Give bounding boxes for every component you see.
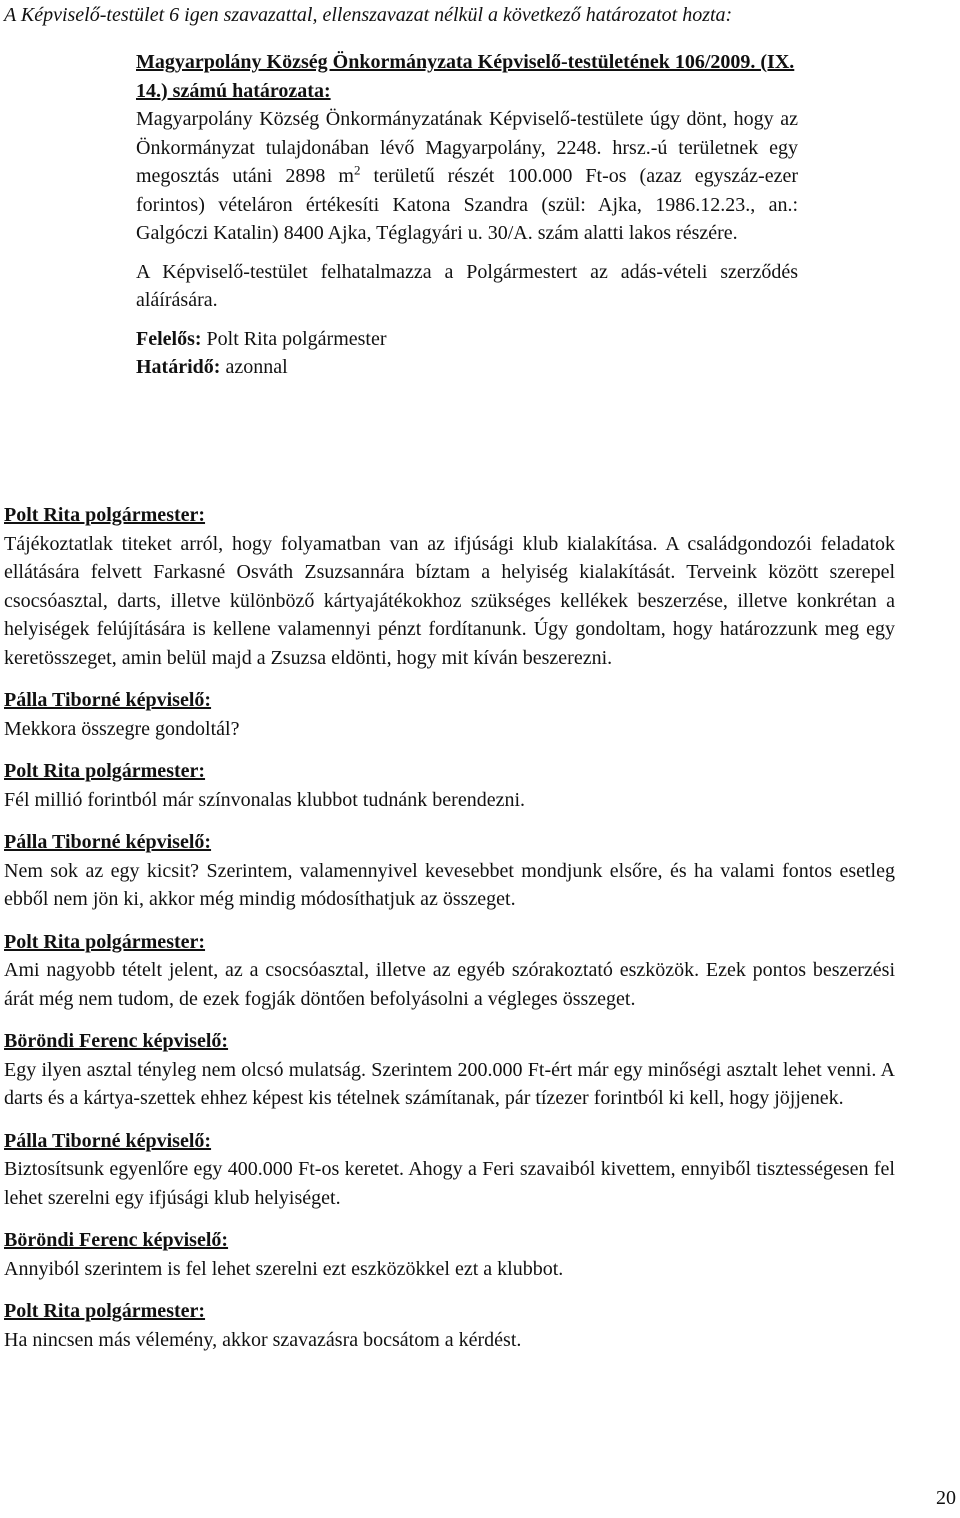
meeting-minutes xyxy=(4,501,895,1354)
deadline-value: azonnal xyxy=(220,356,288,378)
speech-text: Fél millió forintból már színvonalas klubbot tudnánk berendezni. xyxy=(4,788,526,811)
speech-text: Ha nincsen más vélemény, akkor szavazásra bocsátom a kérdést. xyxy=(4,1328,522,1351)
resolution-body-part-1: Magyarpolány Község Önkormányzatának Képviselő-testülete úgy dönt, hogy az Önkormányzat tulajdonában lévő Magyarpolány, 2248. hrsz.-ú területnek egy megosztás utáni 2898 m xyxy=(136,108,798,187)
speaker-label: Pálla Tiborné képviselő: xyxy=(4,689,212,711)
resolution-body-part-2: területű részét 100.000 Ft-os (azaz egyszáz-ezer forintos) vételáron értékesíti Katona Szandra (szül: Ajka, 1986.12.23., an.: Galgóczi Katalin) 8400 Ajka, Téglagyári u. 30/A. szám alatti lakos részére. xyxy=(136,165,799,244)
resolution-block xyxy=(136,48,798,382)
vote-intro: A Képviselő-testület 6 igen szavazattal, ellenszavazat nélkül a következő határozatot hozta: xyxy=(4,4,733,26)
deadline-line xyxy=(136,353,798,382)
area-unit-superscript: 2 xyxy=(354,162,361,178)
resolution-title: Magyarpolány Község Önkormányzata Képviselő-testületének 106/2009. (IX. 14.) számú határozata: xyxy=(136,51,795,102)
deadline-label: Határidő: xyxy=(136,356,221,378)
speaker-label: Böröndi Ferenc képviselő: xyxy=(4,1229,229,1251)
speech-text: Tájékoztatlak titeket arról, hogy folyamatban van az ifjúsági klub kialakítása. A családgondozói feladatok ellátására felvett Farkasné Osváth Zsuzsannára bíztam a helyiség kialakítását. Terveink között szerepel csocsóasztal, darts, illetve különböző kártyajátékokhoz szükséges kellékek beszerzése, illetve konkrétan a helyiségek felújítására is kellene valamennyi pénzt fordítanunk. Úgy gondoltam, hogy határozzunk meg egy keretösszeget, amin belül majd a Zsuzsa eldönti, hogy mit kíván beszerezni. xyxy=(4,532,895,669)
speaker-label: Polt Rita polgármester: xyxy=(4,760,206,782)
speech-text: Mekkora összegre gondoltál? xyxy=(4,717,240,740)
speech-text: Ami nagyobb tételt jelent, az a csocsóasztal, illetve az egyéb szórakoztató eszközök. Ezek pontos beszerzési árát még nem tudom, de ezek fogják döntően befolyásolni a végleges összeget. xyxy=(4,959,895,1010)
speech-text: Biztosítsunk egyenlőre egy 400.000 Ft-os keretet. Ahogy a Feri szavaiból kivettem, ennyiből tisztességesen fel lehet szerelni egy ifjúsági klub helyiséget. xyxy=(4,1158,895,1209)
speaker-label: Polt Rita polgármester: xyxy=(4,504,206,526)
responsible-label: Felelős: xyxy=(136,327,202,350)
speaker-label: Pálla Tiborné képviselő: xyxy=(4,831,212,853)
responsible-value: Polt Rita polgármester xyxy=(201,327,387,350)
speaker-label: Polt Rita polgármester: xyxy=(4,930,206,953)
page-number: 20 xyxy=(936,1486,956,1509)
speech-text: Annyiból szerintem is fel lehet szerelni ezt eszközökkel ezt a klubbot. xyxy=(4,1257,564,1280)
speaker-label: Pálla Tiborné képviselő: xyxy=(4,1129,212,1152)
speaker-label: Böröndi Ferenc képviselő: xyxy=(4,1030,229,1052)
speaker-label: Polt Rita polgármester: xyxy=(4,1300,206,1322)
speech-text: Egy ilyen asztal tényleg nem olcsó mulatság. Szerintem 200.000 Ft-ért már egy minőségi asztalt lehet venni. A darts és a kártya-szettek ehhez képest kis tételnek számítanak, pár tízezer forintból ki kell, hogy jöjjenek. xyxy=(4,1058,895,1109)
speech-text: Nem sok az egy kicsit? Szerintem, valamennyivel kevesebbet mondjunk elsőre, és ha valami fontos esetleg ebből nem jön ki, akkor még mindig módosíthatjuk az összeget. xyxy=(4,859,895,910)
responsible-line xyxy=(136,325,798,354)
resolution-body xyxy=(136,105,798,248)
resolution-authorization: A Képviselő-testület felhatalmazza a Polgármestert az adás-vételi szerződés aláírására. xyxy=(136,260,798,311)
